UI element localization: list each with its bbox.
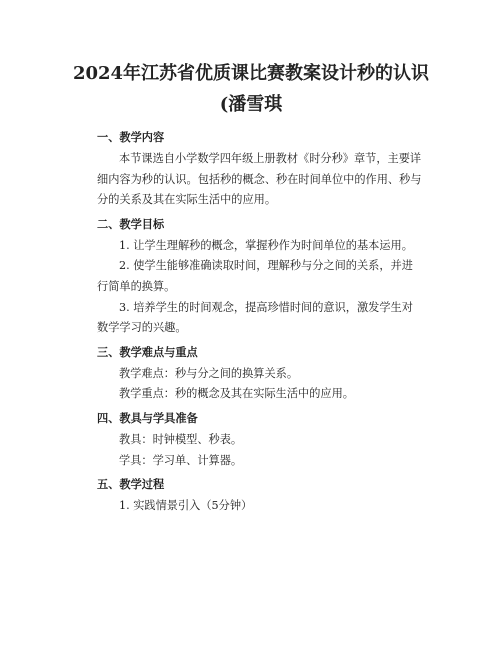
paragraph: 3. 培养学生的时间观念，提高珍惜时间的意识，激发学生对数学学习的兴趣。: [97, 300, 413, 335]
paragraph: 2. 使学生能够准确读取时间，理解秒与分之间的关系，并进行简单的换算。: [97, 259, 413, 293]
paragraph: 本节课选自小学数学四年级上册教材《时分秒》章节，主要详细内容为秒的认识。包括秒的概念、秒在时间单位中的作用、秒与分的关系及其在实际生活中的应用。: [97, 152, 422, 207]
paragraph: 教学重点：秒的概念及其在实际生活中的应用。: [119, 387, 354, 401]
paragraph: 教学难点：秒与分之间的换算关系。: [119, 366, 299, 380]
paragraph: 教具：时钟模型、秒表。: [119, 432, 243, 446]
paragraph: 学具：学习单、计算器。: [119, 453, 243, 467]
section-heading: 二、教学目标: [97, 216, 165, 231]
section-3: [97, 341, 424, 405]
section-heading: 五、教学过程: [97, 477, 165, 492]
section-heading: 三、教学难点与重点: [97, 344, 198, 359]
paragraph: 1. 实践情景引入（5分钟）: [119, 499, 253, 513]
document-body: [97, 126, 424, 519]
section-1: [97, 126, 424, 211]
section-5: [97, 473, 424, 517]
document-title-cont: (潘雪琪: [219, 94, 283, 115]
section-heading: 一、教学内容: [97, 130, 165, 144]
document-title: 2024年江苏省优质课比赛教案设计秒的认识: [72, 63, 430, 84]
paragraph: 1. 让学生理解秒的概念，掌握秒作为时间单位的基本运用。: [119, 238, 413, 252]
section-4: [97, 407, 424, 471]
section-heading: 四、教具与学具准备: [97, 410, 198, 425]
section-2: [97, 213, 424, 339]
